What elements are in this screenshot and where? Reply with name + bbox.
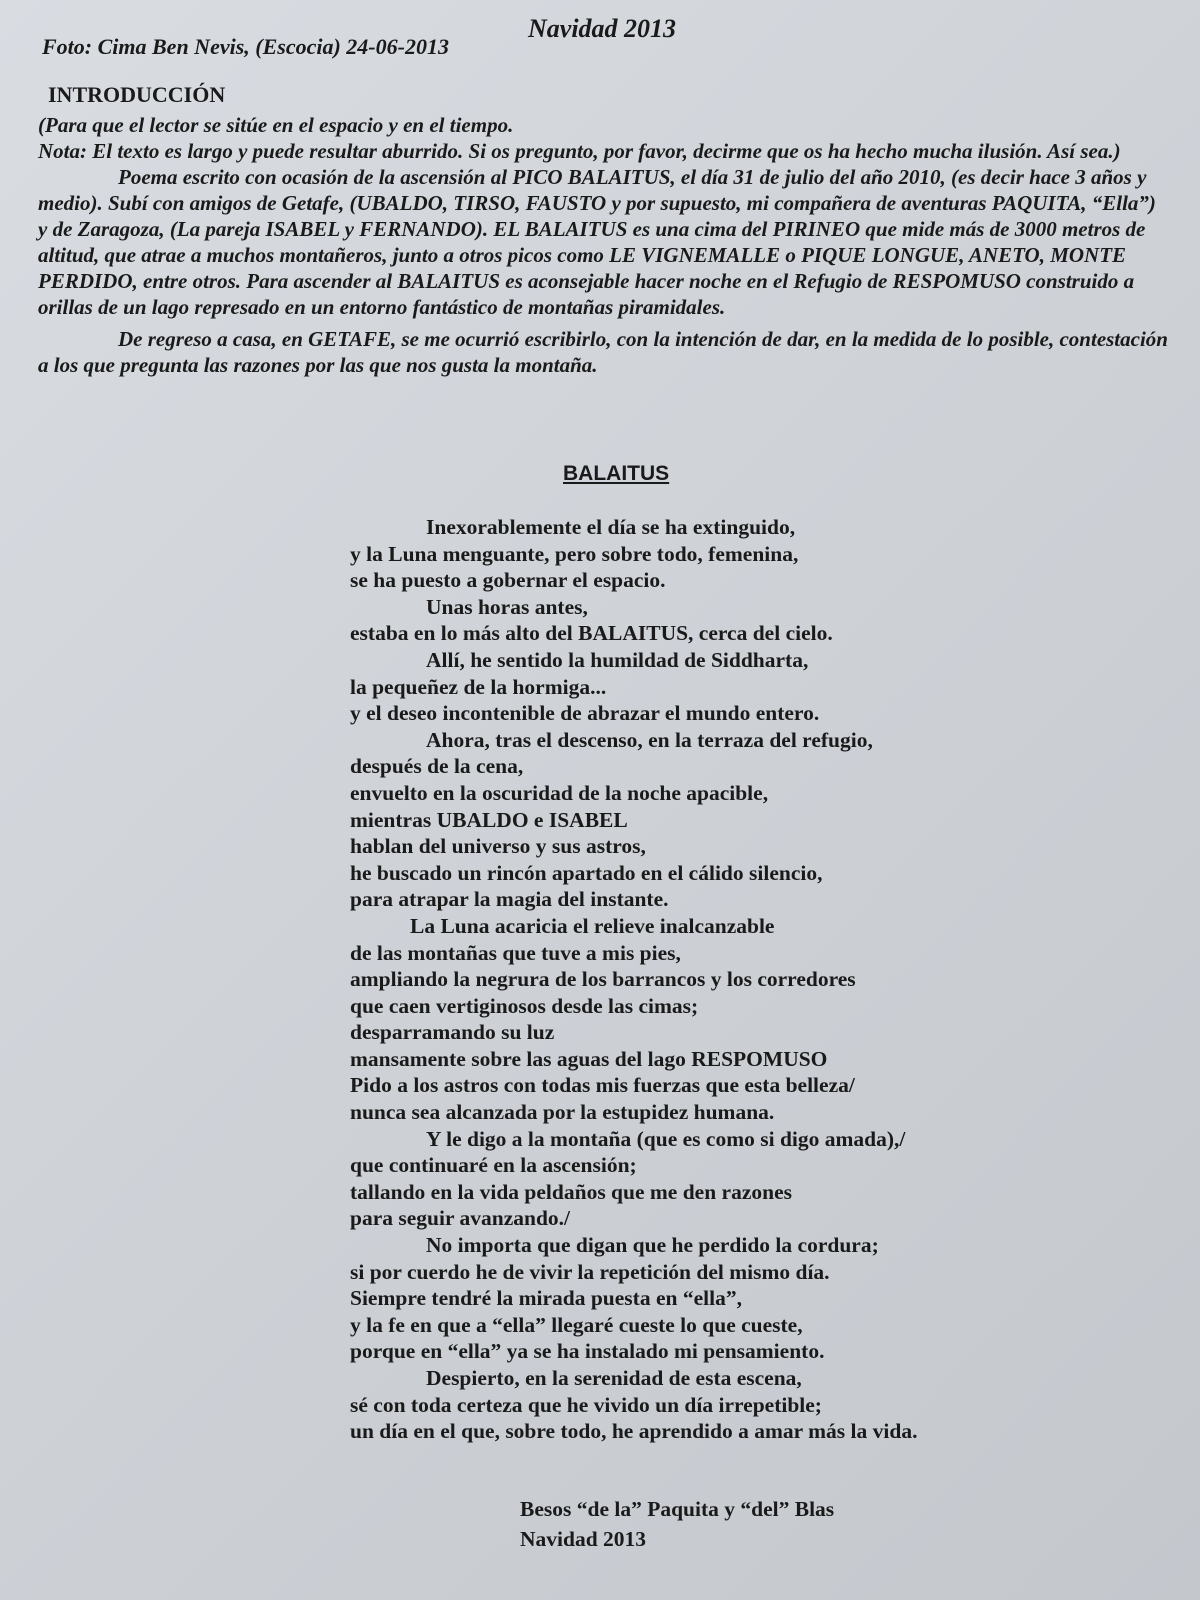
intro-paragraph-2: De regreso a casa, en GETAFE, se me ocurrió escribirlo, con la intención de dar, en la medida de lo posible, contestación a los que pregunta las razones por las que nos gusta la montaña. bbox=[38, 327, 1168, 377]
poem-line: y la Luna menguante, pero sobre todo, femenina, bbox=[350, 541, 799, 566]
closing bbox=[520, 1494, 834, 1554]
poem-line: he buscado un rincón apartado en el cálido silencio, bbox=[350, 860, 823, 885]
poem-line: de las montañas que tuve a mis pies, bbox=[350, 940, 681, 965]
poem-line: estaba en lo más alto del BALAITUS, cerca del cielo. bbox=[350, 621, 833, 646]
poem-line: Allí, he sentido la humildad de Siddharta, bbox=[426, 647, 809, 672]
poem-line: que caen vertiginosos desde las cimas; bbox=[350, 993, 699, 1018]
poem-line: Y le digo a la montaña (que es como si digo amada),/ bbox=[426, 1126, 906, 1151]
poem-line: hablan del universo y sus astros, bbox=[350, 834, 646, 859]
poem-line: que continuaré en la ascensión; bbox=[350, 1153, 637, 1178]
closing-date: Navidad 2013 bbox=[520, 1527, 647, 1551]
poem-line: Siempre tendré la mirada puesta en “ella”, bbox=[350, 1286, 742, 1311]
photo-caption: Foto: Cima Ben Nevis, (Escocia) 24-06-2013 bbox=[42, 34, 449, 59]
poem-line: Unas horas antes, bbox=[426, 594, 588, 619]
poem-line: y el deseo incontenible de abrazar el mundo entero. bbox=[350, 701, 820, 726]
poem-line: Pido a los astros con todas mis fuerzas que esta belleza/ bbox=[350, 1073, 855, 1098]
poem-line: se ha puesto a gobernar el espacio. bbox=[350, 568, 666, 593]
poem-line: sé con toda certeza que he vivido un día irrepetible; bbox=[350, 1392, 822, 1417]
poem-line: No importa que digan que he perdido la cordura; bbox=[426, 1233, 879, 1258]
poem-line: si por cuerdo he de vivir la repetición del mismo día. bbox=[350, 1259, 830, 1284]
poem-line: Inexorablemente el día se ha extinguido, bbox=[426, 515, 796, 539]
poem-line: mientras UBALDO e ISABEL bbox=[350, 807, 628, 832]
poem-line: La Luna acaricia el relieve inalcanzable bbox=[410, 913, 775, 938]
poem-line: tallando en la vida peldaños que me den razones bbox=[350, 1179, 792, 1204]
poem-line: desparramando su luz bbox=[350, 1020, 555, 1045]
intro-heading: INTRODUCCIÓN bbox=[48, 82, 226, 107]
signature: Besos “de la” Paquita y “del” Blas bbox=[520, 1497, 835, 1521]
poem-line: mansamente sobre las aguas del lago RESPOMUSO bbox=[350, 1046, 828, 1071]
poem-line: un día en el que, sobre todo, he aprendido a amar más la vida. bbox=[350, 1419, 918, 1444]
intro-line: (Para que el lector se sitúe en el espacio y en el tiempo. bbox=[38, 113, 514, 137]
intro-paragraph-1: Poema escrito con ocasión de la ascensión al PICO BALAITUS, el día 31 de julio del año 2010, (es decir hace 3 años y medio). Subí con amigos de Getafe, (UBALDO, TIRSO, FAUSTO y por supuesto, mi compañera de aventuras PAQUITA, “Ella”) y de Zaragoza, (La pareja ISABEL y FERNANDO). EL BALAITUS es una cima del PIRINEO que mide más de 3000 metros de altitud, que atrae a muchos montañeros, junto a otros picos como LE VIGNEMALLE o PIQUE LONGUE, ANETO, MONTE PERDIDO, entre otros. Para ascender al BALAITUS es aconsejable hacer noche en el Refugio de RESPOMUSO construido a orillas de un lago represado en un entorno fantástico de montañas piramidales. bbox=[38, 165, 1156, 319]
poem-line: nunca sea alcanzada por la estupidez humana. bbox=[350, 1100, 775, 1125]
poem-line: para atrapar la magia del instante. bbox=[350, 887, 669, 912]
poem-line: y la fe en que a “ella” llegaré cueste lo que cueste, bbox=[350, 1312, 803, 1337]
intro-text bbox=[38, 112, 1168, 378]
poem-line: Despierto, en la serenidad de esta escena, bbox=[426, 1366, 802, 1390]
poem-line: para seguir avanzando./ bbox=[350, 1206, 571, 1231]
poem-title: BALAITUS bbox=[563, 462, 670, 485]
poem-body bbox=[350, 514, 1110, 1445]
poem-line: Ahora, tras el descenso, en la terraza del refugio, bbox=[426, 727, 873, 752]
poem-line: porque en “ella” ya se ha instalado mi pensamiento. bbox=[350, 1339, 825, 1364]
document-title: Navidad 2013 bbox=[528, 14, 677, 43]
poem-line: ampliando la negrura de los barrancos y los corredores bbox=[350, 967, 856, 992]
intro-note: Nota: El texto es largo y puede resultar aburrido. Si os pregunto, por favor, decirme que os ha hecho mucha ilusión. Así sea.) bbox=[38, 139, 1121, 163]
poem-line: envuelto en la oscuridad de la noche apacible, bbox=[350, 780, 769, 805]
poem-line: después de la cena, bbox=[350, 754, 524, 779]
poem-line: la pequeñez de la hormiga... bbox=[350, 674, 607, 699]
